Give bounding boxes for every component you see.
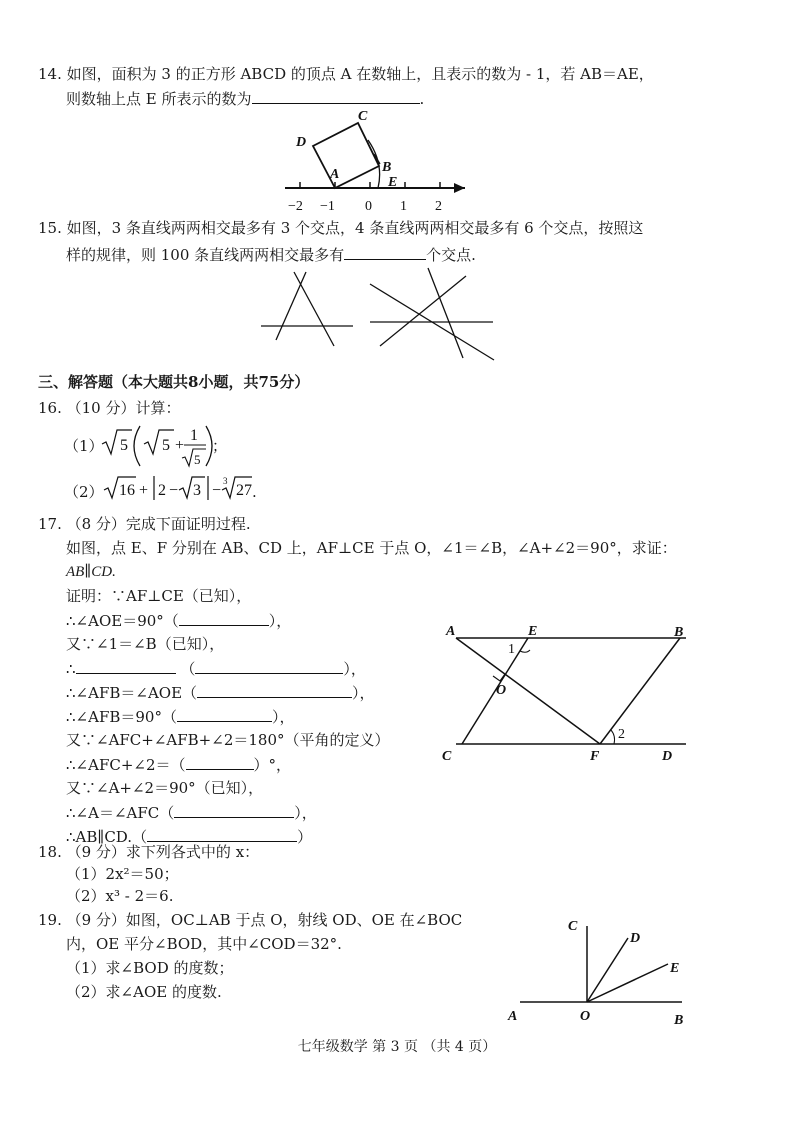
q17-step-10-close: ）， [294, 804, 317, 822]
svg-text:3: 3 [223, 476, 228, 486]
q18-part1: （1）2x²＝50； [66, 865, 179, 883]
section-3-heading: 三、解答题（本大题共8小题，共75分） [38, 373, 310, 391]
label-E: E [670, 961, 680, 976]
q17-step-8-close: ）°， [253, 756, 292, 774]
line-FB [600, 638, 680, 744]
q17-blank-7[interactable] [174, 802, 294, 818]
q17-step-7: 又∵∠AFC+∠AFB+∠2＝180°（平角的定义） [66, 731, 390, 749]
q17-step-2-text: ∴∠AOE＝90°（ [66, 612, 179, 630]
q15-line1: 15. 如图，3 条直线两两相交最多有 3 个交点，4 条直线两两相交最多有 6 个交点，按照这 [38, 219, 644, 237]
q14-period: . [419, 90, 425, 108]
label-B: B [382, 160, 392, 175]
label-C: C [568, 919, 578, 934]
q15-figure-four-lines [368, 266, 498, 366]
q17-line2: AB∥CD. [66, 564, 116, 580]
q14-figure [280, 108, 480, 218]
q14-text: 则数轴上点 E 所表示的数为 [66, 90, 252, 108]
q14-answer-blank[interactable] [252, 88, 420, 104]
q17-step-8 [66, 754, 291, 775]
svg-text:5: 5 [120, 437, 128, 454]
q14-line2 [66, 88, 424, 109]
q16-part1-label: （1） [64, 437, 104, 455]
q15-figure-three-lines [258, 270, 358, 350]
q17-step-6-close: ）， [271, 708, 295, 726]
svg-text:−: − [169, 482, 179, 499]
q17-step-9: 又∵∠A+∠2＝90°（已知）， [66, 779, 264, 797]
label-A: A [330, 167, 340, 182]
q19-figure [500, 910, 700, 1035]
q19-part2: （2）求∠AOE 的度数. [66, 983, 222, 1001]
label-C: C [358, 109, 368, 124]
tick-0: 0 [365, 199, 372, 214]
q18-part2: （2）x³ - 2＝6. [66, 887, 174, 905]
tick-2: 2 [435, 199, 442, 214]
q17-step-10-text: ∴∠A＝∠AFC（ [66, 804, 175, 822]
q15-text-b: 个交点. [426, 246, 476, 264]
q17-step-4-text: ∴ [66, 660, 76, 678]
label-E: E [388, 175, 398, 190]
label-2: 2 [618, 727, 625, 742]
q17-step-10 [66, 802, 317, 823]
q17-step-2 [66, 610, 291, 631]
svg-text:5: 5 [194, 452, 201, 467]
q17-blank-3[interactable] [195, 658, 343, 674]
q16-part1-expression [98, 420, 218, 472]
q17-step-8-text: ∴∠AFC+∠2＝（ [66, 756, 186, 774]
svg-text:−: − [212, 482, 222, 499]
line-AF [456, 638, 600, 744]
q17-blank-6[interactable] [186, 754, 254, 770]
label-B: B [674, 625, 684, 640]
q17-blank-5[interactable] [177, 706, 272, 722]
q17-figure [440, 620, 700, 770]
svg-text:+: + [139, 482, 149, 499]
label-B: B [674, 1013, 684, 1028]
q15-text-a: 样的规律，则 100 条直线两两相交最多有 [66, 246, 345, 264]
label-O: O [580, 1009, 591, 1024]
q16-part2-label: （2） [64, 483, 104, 501]
label-A: A [446, 624, 456, 639]
label-D: D [662, 749, 673, 764]
q19-line1: 19. （9 分）如图，OC⊥AB 于点 O，射线 OD、OE 在∠BOC [38, 911, 463, 929]
q17-step-5-text: ∴∠AFB＝∠AOE（ [66, 684, 198, 702]
label-D: D [630, 931, 641, 946]
q17-blank-1[interactable] [179, 610, 269, 626]
q16-title: 16. （10 分）计算： [38, 399, 181, 417]
q15-answer-blank[interactable] [344, 244, 426, 260]
tick-1: 1 [400, 199, 407, 214]
q16-part2-tail: . [252, 483, 257, 501]
svg-text:+: + [175, 437, 185, 454]
q17-step-3: 又∵∠1＝∠B（已知）， [66, 635, 225, 653]
q17-step-5 [66, 682, 375, 703]
q17-step-11-text: ∴AB∥CD.（ [66, 828, 148, 846]
q14-line1: 14. 如图，面积为 3 的正方形 ABCD 的顶点 A 在数轴上，且表示的数为 - 1，若 AB＝AE， [38, 65, 654, 83]
tick-neg2: −2 [288, 199, 303, 214]
square-abcd [313, 123, 379, 188]
q17-step-11-close: ） [297, 828, 313, 846]
q19-part1: （1）求∠BOD 的度数； [66, 959, 234, 977]
label-D: D [296, 135, 307, 150]
q17-step-6-text: ∴∠AFB＝90°（ [66, 708, 177, 726]
q16-part1-tail: ； [212, 437, 228, 455]
q18-title: 18. （9 分）求下列各式中的 x： [38, 843, 260, 861]
line-CE [462, 638, 528, 744]
q17-step-2-close: ）， [268, 612, 292, 630]
q17-blank-2[interactable] [76, 658, 176, 674]
label-1: 1 [508, 642, 515, 657]
arrow-head [454, 183, 465, 193]
q17-blank-8[interactable] [147, 826, 297, 842]
q17-line1: 如图，点 E、F 分别在 AB、CD 上，AF⊥CE 于点 O，∠1＝∠B，∠A+∠2＝90°，求证： [66, 539, 677, 557]
q19-line2: 内，OE 平分∠BOD，其中∠COD＝32°. [66, 935, 342, 953]
q16-part2-expression [102, 474, 252, 504]
svg-text:16: 16 [119, 482, 135, 499]
q17-step-4: ∴ （ ）， [66, 660, 366, 678]
tick-neg1: −1 [320, 199, 335, 214]
label-A: A [508, 1009, 518, 1024]
svg-text:1: 1 [190, 427, 198, 444]
q15-line2 [66, 244, 476, 265]
label-E: E [528, 624, 538, 639]
label-O: O [496, 683, 507, 698]
q17-step-1: 证明：∵AF⊥CE（已知）， [66, 587, 252, 605]
svg-text:27: 27 [236, 482, 252, 499]
svg-text:2: 2 [158, 482, 166, 499]
q17-step-5-close: ）， [352, 684, 375, 702]
label-C: C [442, 749, 452, 764]
svg-text:5: 5 [162, 437, 170, 454]
page-footer: 七年级数学 第 3 页 （共 4 页） [297, 1039, 497, 1055]
svg-text:3: 3 [193, 482, 201, 499]
q17-step-4-close: ）， [343, 660, 366, 678]
label-F: F [590, 749, 600, 764]
q17-blank-4[interactable] [197, 682, 352, 698]
q17-step-6 [66, 706, 294, 727]
q17-title: 17. （8 分）完成下面证明过程. [38, 515, 251, 533]
